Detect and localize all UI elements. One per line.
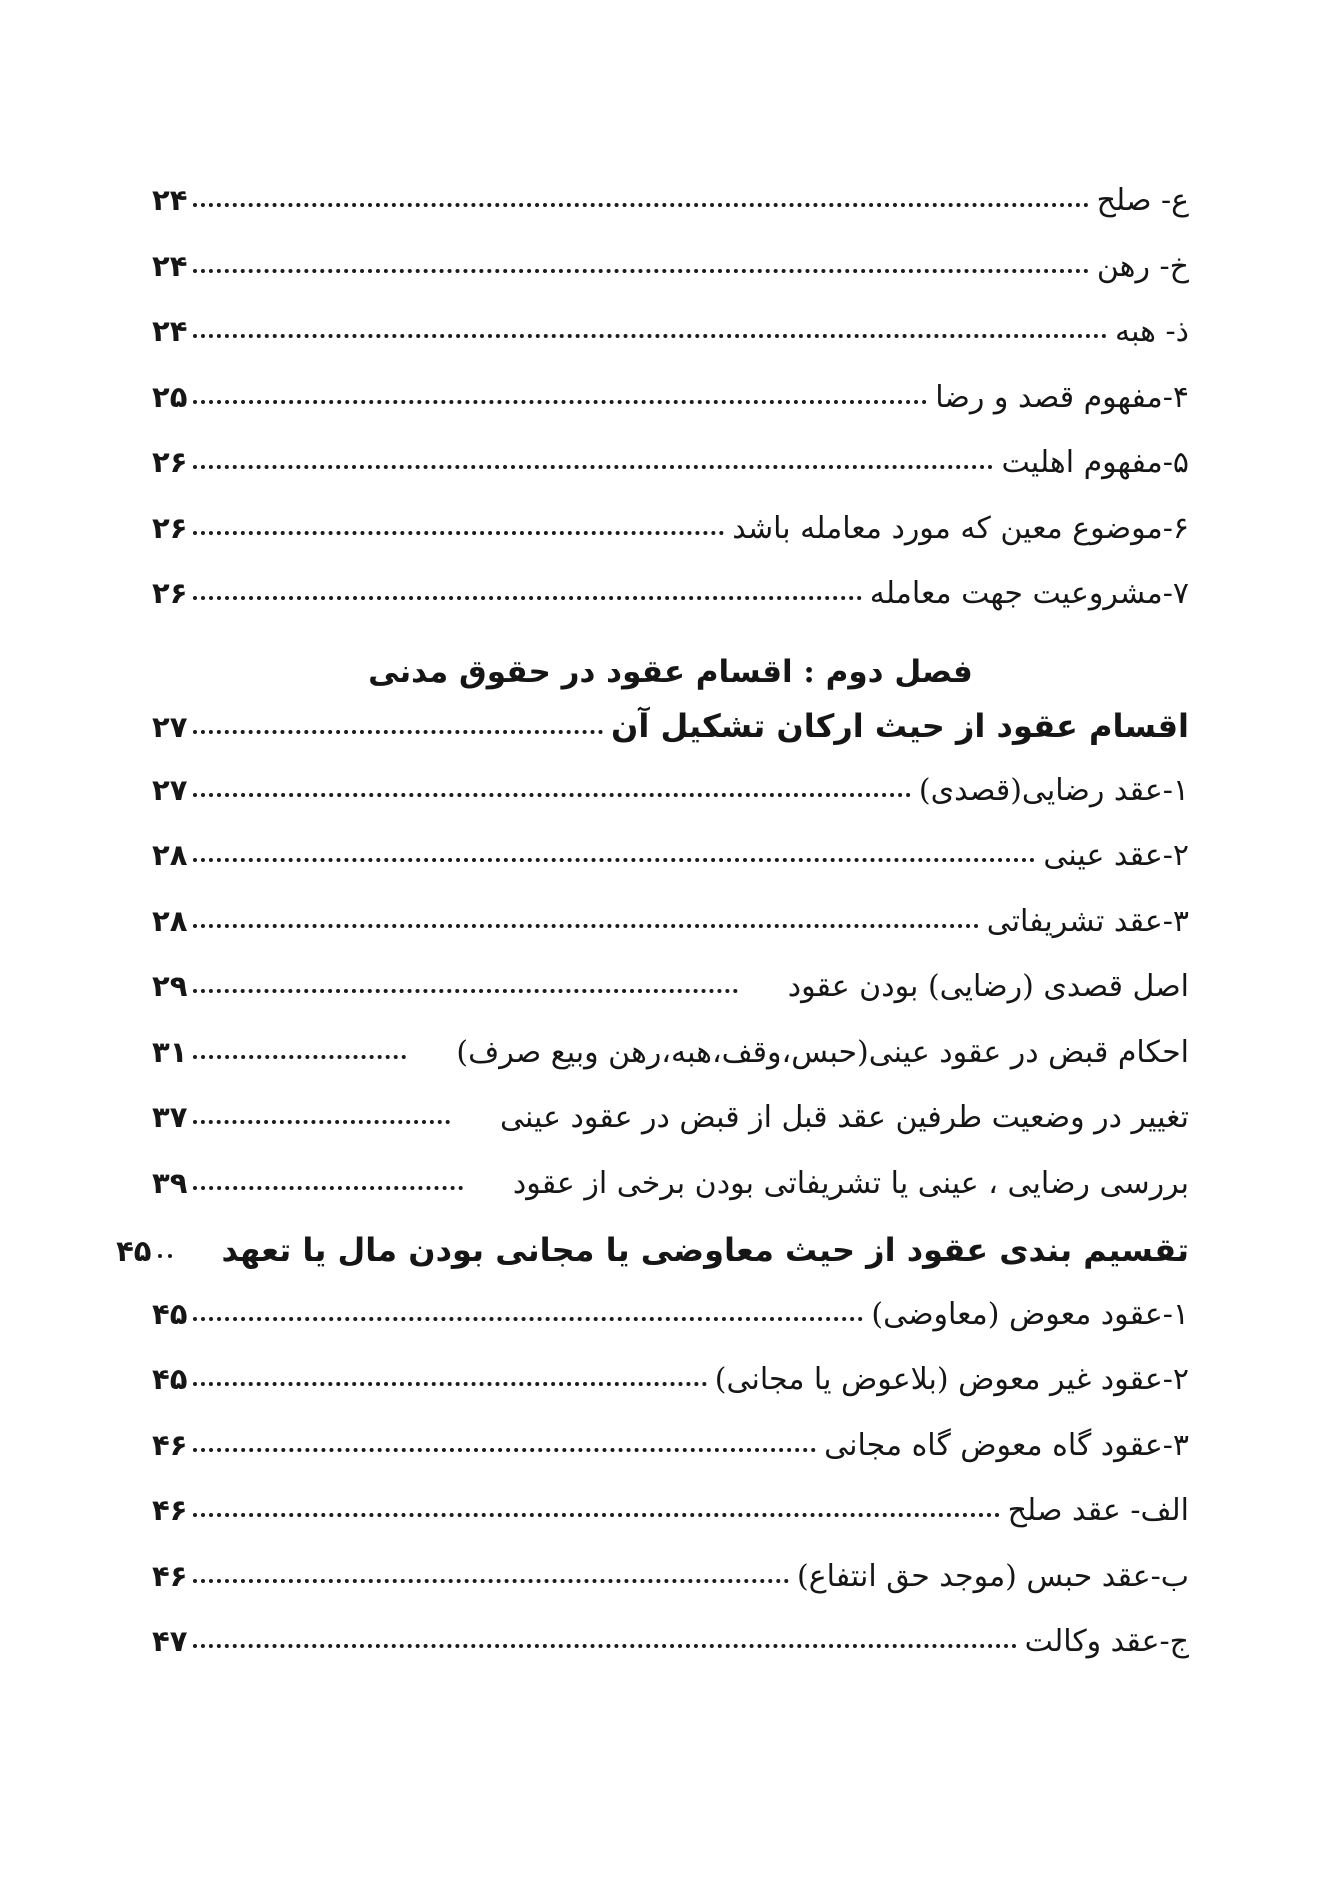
toc-page-number: ۲۵ (152, 379, 188, 414)
toc-entry (152, 511, 1189, 577)
chapter-heading: فصل دوم : اقسام عقود در حقوق مدنی (368, 653, 973, 690)
toc-entry (152, 1493, 1189, 1559)
toc-entry-label: ۶-موضوع معین که مورد معامله باشد (732, 510, 1189, 546)
toc-page-number: ۲۷ (152, 772, 188, 807)
toc-entry (152, 445, 1189, 511)
dotted-leader (193, 1317, 863, 1321)
dotted-leader (193, 1644, 1016, 1648)
toc-entry (152, 1624, 1189, 1690)
toc-entry-label: الف- عقد صلح (1007, 1493, 1189, 1528)
toc-entry (116, 1231, 1189, 1297)
toc-page-number: ۲۷ (152, 710, 188, 744)
toc-entry-label: خ- رهن (1096, 248, 1189, 284)
toc-page-number: ۲۸ (152, 838, 188, 872)
toc-entry (152, 183, 1189, 249)
toc-entry (152, 904, 1189, 970)
toc-entry (152, 1362, 1189, 1428)
dotted-leader (193, 793, 911, 797)
toc-page-number: ۳۹ (152, 1165, 188, 1200)
toc-page-number: ۲۹ (152, 969, 188, 1003)
toc-page-number: ۲۶ (152, 510, 188, 545)
toc-entry-label: تقسیم بندی عقود از حیث معاوضی یا مجانی بودن مال یا تعهد (221, 1231, 1189, 1269)
toc-entry (152, 773, 1189, 839)
toc-list (116, 183, 1189, 1690)
toc-entry-label: ۳-عقود گاه معوض گاه مجانی (824, 1427, 1189, 1463)
dotted-leader (193, 1055, 406, 1059)
toc-page-number: ۳۷ (152, 1100, 188, 1134)
toc-entry-label: ۱-عقد رضایی(قصدی) (918, 772, 1189, 808)
toc-entry-label: احکام قبض در عقود عینی(حبس،وقف،هبه،رهن وبیع صرف) (456, 1034, 1189, 1070)
toc-page-number: ۲۴ (152, 248, 188, 283)
dotted-leader (193, 334, 1107, 338)
toc-entry-label: ۱-عقود معوض (معاوضی) (871, 1296, 1189, 1332)
dotted-leader (158, 1254, 172, 1258)
dotted-leader (193, 924, 978, 928)
toc-entry-label: ۲-عقود غیر معوض (بلاعوض یا مجانی) (714, 1362, 1189, 1397)
dotted-leader (193, 1448, 816, 1452)
toc-entry (152, 1035, 1189, 1101)
toc-entry-label: ۵-مفهوم اهلیت (1001, 445, 1189, 480)
toc-entry-label: ۲-عقد عینی (1043, 838, 1189, 873)
toc-entry (152, 1297, 1189, 1363)
toc-page-number: ۴۵ (116, 1234, 152, 1268)
dotted-leader (193, 596, 861, 600)
toc-entry-label: ۴-مفهوم قصد و رضا (935, 379, 1189, 415)
toc-page-number: ۲۴ (152, 183, 188, 217)
toc-entry-label: ۷-مشروعیت جهت معامله (869, 576, 1189, 611)
toc-entry (152, 1100, 1189, 1166)
dotted-leader (193, 1579, 789, 1583)
toc-entry (152, 249, 1189, 315)
toc-entry (152, 1428, 1189, 1494)
dotted-leader (193, 400, 927, 404)
toc-entry-label: اصل قصدی (رضایی) بودن عقود (787, 969, 1189, 1004)
toc-entry (152, 380, 1189, 446)
dotted-leader (193, 531, 724, 535)
toc-entry (152, 838, 1189, 904)
dotted-leader (193, 1382, 706, 1386)
toc-page-number: ۴۷ (152, 1624, 188, 1658)
toc-entry-label: ع- صلح (1096, 183, 1189, 218)
toc-entry-label: ۳-عقد تشریفاتی (986, 903, 1189, 939)
toc-page-number: ۴۶ (152, 1427, 188, 1462)
toc-page-number: ۲۶ (152, 576, 188, 610)
dotted-leader (193, 1120, 450, 1124)
dotted-leader (193, 269, 1088, 273)
toc-entry-label: ج-عقد وکالت (1024, 1624, 1189, 1659)
toc-page-number: ۴۵ (152, 1362, 188, 1396)
toc-entry (152, 576, 1189, 642)
toc-entry (152, 314, 1189, 380)
toc-entry-label: تغییر در وضعیت طرفین عقد قبل از قبض در عقود عینی (500, 1100, 1189, 1135)
toc-entry (152, 707, 1189, 773)
dotted-leader (193, 730, 603, 734)
toc-page-number: ۴۵ (152, 1296, 188, 1331)
toc-page-number: ۲۶ (152, 445, 188, 479)
toc-entry-label: اقسام عقود از حیث ارکان تشکیل آن (611, 707, 1189, 745)
dotted-leader (193, 1513, 999, 1517)
dotted-leader (193, 203, 1088, 207)
toc-entry (152, 1559, 1189, 1625)
toc-entry-label: بررسی رضایی ، عینی یا تشریفاتی بودن برخی از عقود (512, 1165, 1189, 1201)
toc-page-number: ۳۱ (152, 1034, 188, 1069)
toc-entry (152, 969, 1189, 1035)
dotted-leader (193, 1186, 462, 1190)
dotted-leader (193, 989, 737, 993)
dotted-leader (193, 858, 1035, 862)
toc-page-number: ۲۸ (152, 903, 188, 938)
toc-entry (152, 1166, 1189, 1232)
toc-page-number: ۴۶ (152, 1493, 188, 1527)
toc-page-number: ۲۴ (152, 314, 188, 348)
dotted-leader (193, 465, 993, 469)
toc-entry-label: ذ- هبه (1115, 314, 1189, 349)
toc-page-number: ۴۶ (152, 1558, 188, 1593)
toc-entry-label: ب-عقد حبس (موجد حق انتفاع) (797, 1558, 1189, 1594)
